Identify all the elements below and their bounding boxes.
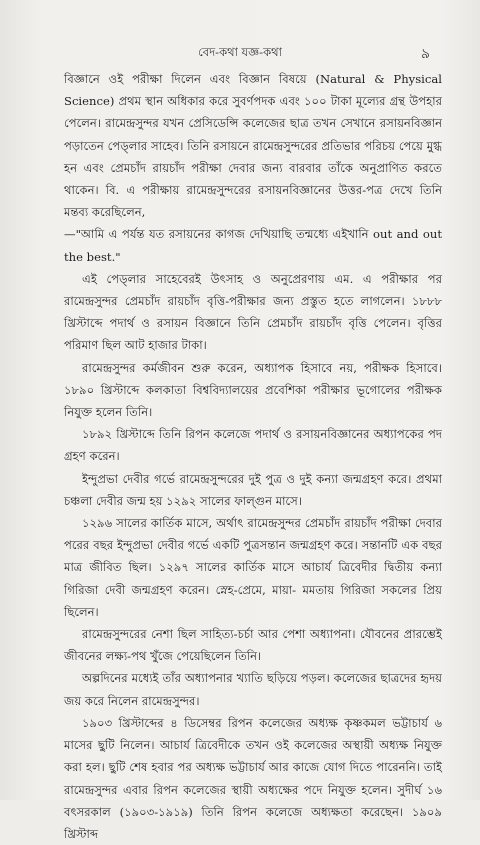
paragraph: ইন্দুপ্রভা দেবীর গর্ভে রামেন্দ্রসুন্দরের দুই পুত্র ও দুই কন্যা জন্মগ্রহণ করে। প্রথমা চঞ্চলা দেবীর জন্ম হয় ১২৯২ সালের ফাল্গুন মাসে। xyxy=(64,471,442,508)
paragraph: রামেন্দ্রসুন্দর কর্মজীবন শুরু করেন, অধ্যাপক হিসাবে নয়, পরীক্ষক হিসাবে। ১৮৯০ খ্রিস্টাব্দে কলকাতা বিশ্ববিদ্যালয়ের প্রবেশিকা পরীক্ষার ভূগোলের পরীক্ষক নিযুক্ত হলেন তিনি। xyxy=(64,360,442,420)
paragraph: অল্পদিনের মধ্যেই তাঁর অধ্যাপনার খ্যাতি ছড়িয়ে পড়ল। কলেজের ছাত্রদের হৃদয় জয় করে নিলেন রামেন্দ্রসুন্দর। xyxy=(64,671,442,708)
page-header xyxy=(0,44,480,66)
paragraph: ১৯০৩ খ্রিস্টাব্দের ৪ ডিসেম্বর রিপন কলেজের অধ্যক্ষ কৃষ্ণকমল ভট্টাচার্য ৬ মাসের ছুটি নিলেন। আচার্য ত্রিবেদীকে তখন ওই কলেজের অস্থায়ী অধ্যক্ষ নিযুক্ত করা হল। ছুটি শেষ হবার পর অধ্যক্ষ ভট্টাচার্য আর কাজে যোগ দিতে পারেননি। তাই রামেন্দ্রসুন্দর এবার রিপন কলেজের স্থায়ী অধ্যক্ষের পদে নিযুক্ত হলেন। সুদীর্ঘ ১৬ বৎসরকাল (১৯০৩-১৯১৯) তিনি রিপন কলেজে অধ্যক্ষতা করেছেন। ১৯০৯ খ্রিস্টাব্দ xyxy=(64,715,442,841)
paragraph: রামেন্দ্রসুন্দরের নেশা ছিল সাহিত্য-চর্চা আর পেশা অধ্যাপনা। যৌবনের প্রারম্ভেই জীবনের লক্ষ্য-পথ খুঁজে পেয়েছিলেন তিনি। xyxy=(64,627,442,664)
paragraph: এই পেড্‌লার সাহেবেরই উৎসাহ ও অনুপ্রেরণায় এম. এ পরীক্ষার পর রামেন্দ্রসুন্দর প্রেমচাঁদ রায়চাঁদ বৃত্তি-পরীক্ষার জন্য প্রস্তুত হতে লাগলেন। ১৮৮৮ খ্রিস্টাব্দে পদার্থ ও রসায়ন বিজ্ঞানে তিনি প্রেমচাঁদ রায়চাঁদ বৃত্তি পেলেন। বৃত্তির পরিমাণ ছিল আট হাজার টাকা। xyxy=(64,271,442,353)
paragraph: ১৮৯২ খ্রিস্টাব্দে তিনি রিপন কলেজে পদার্থ ও রসায়নবিজ্ঞানের অধ্যাপকের পদ গ্রহণ করেন। xyxy=(64,427,442,464)
paragraph: বিজ্ঞানে ওই পরীক্ষা দিলেন এবং বিজ্ঞান বিষয়ে (Natural & Physical Science) প্রথম স্থান অধিকার করে সুবর্ণপদক এবং ১০০ টাকা মূল্যের গ্রন্থ উপহার পেলেন। রামেন্দ্রসুন্দর যখন প্রেসিডেন্সি কলেজের ছাত্র তখন সেখানে রসায়নবিজ্ঞান পড়াতেন পেড্‌লার সাহেব। তিনি রসায়নে রামেন্দ্রসুন্দরের প্রতিভার পরিচয় পেয়ে মুগ্ধ হন এবং প্রেমচাঁদ রায়চাঁদ পরীক্ষা দেবার জন্য বারবার তাঁকে অনুপ্রাণিত করতে থাকেন। বি. এ পরীক্ষায় রামেন্দ্রসুন্দরের রসায়নবিজ্ঞানের উত্তর-পত্র দেখে তিনি মন্তব্য করেছিলেন, xyxy=(64,72,442,220)
body-text xyxy=(64,68,442,845)
paragraph: ১২৯৬ সালের কার্তিক মাসে, অর্থাৎ রামেন্দ্রসুন্দর প্রেমচাঁদ রায়চাঁদ পরীক্ষা দেবার পরের বছর ইন্দুপ্রভা দেবীর গর্ভে একটি পুত্রসন্তান জন্মগ্রহণ করে। সন্তানটি এক বছর মাত্র জীবিত ছিল। ১২৯৭ সালের কার্তিক মাসে আচার্য ত্রিবেদীর দ্বিতীয় কন্যা গিরিজা দেবী জন্মগ্রহণ করেন। স্নেহ-প্রেমে, মায়া- মমতায় গিরিজা সকলের প্রিয় ছিলেন। xyxy=(64,516,442,619)
quotation: —"আমি এ পর্যন্ত যত রসায়নের কাগজ দেখিয়াছি তন্মধ্যে এইখানি out and out the best." xyxy=(64,227,442,264)
page-number: ৯ xyxy=(420,46,430,62)
running-title: বেদ-কথা যজ্ঞ-কথা xyxy=(198,45,282,59)
